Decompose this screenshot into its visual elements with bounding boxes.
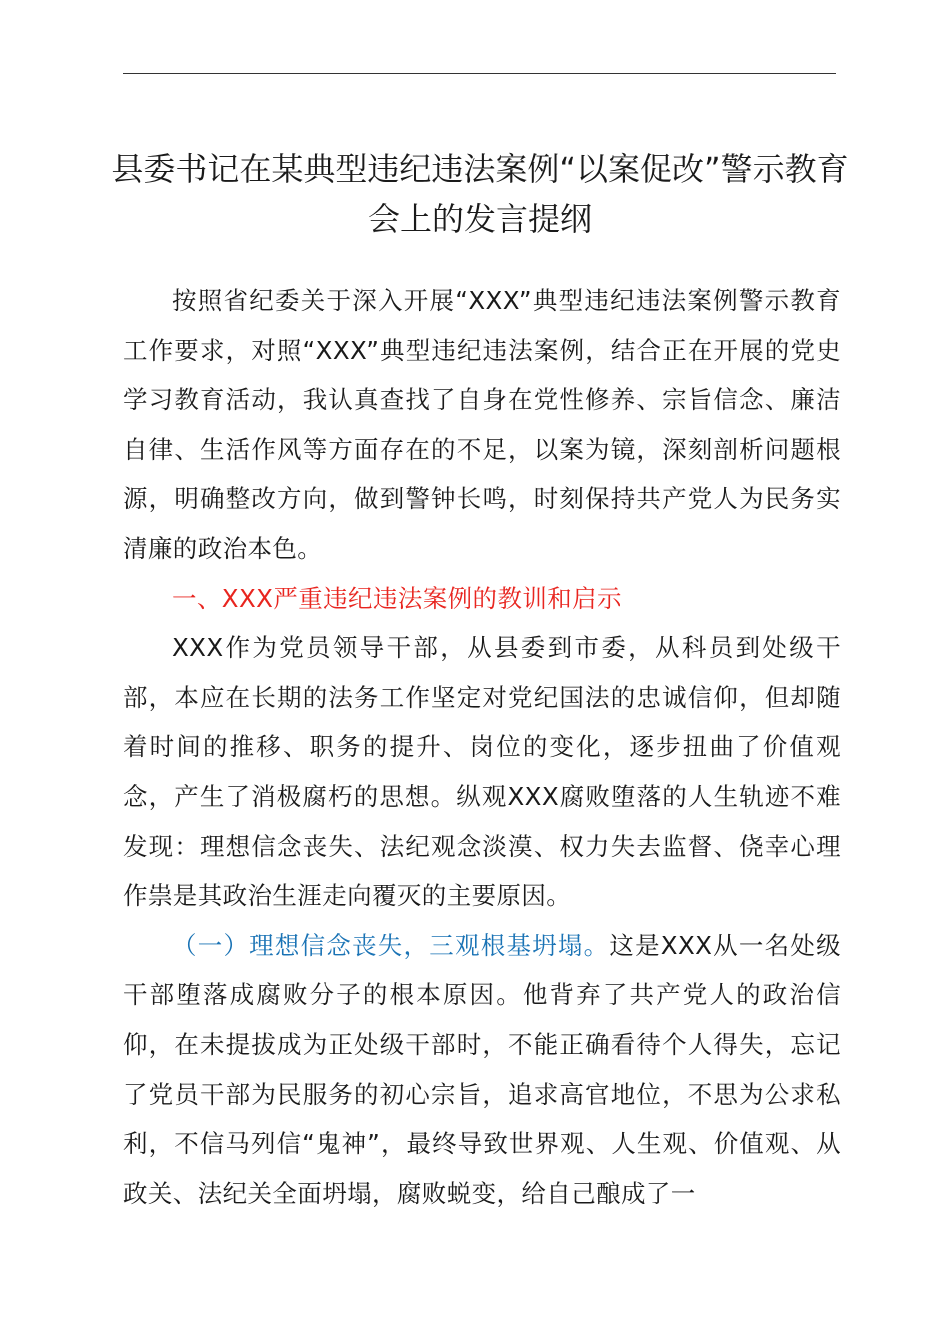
document-body bbox=[123, 276, 841, 1218]
subsection-body: 这是XXX从一名处级干部堕落成腐败分子的根本原因。他背弃了共产党人的政治信仰，在未提拔成为正处级干部时，不能正确看待个人得失，忘记了党员干部为民服务的初心宗旨，追求高官地位，不思为公求私利，不信马列信“鬼神”，最终导致世界观、人生观、价值观、从政关、法纪关全面坍塌，腐败蜕变，给自己酿成了一 bbox=[123, 930, 841, 1208]
header-rule bbox=[123, 73, 836, 74]
section-heading: 一、XXX严重违纪违法案例的教训和启示 bbox=[172, 583, 622, 613]
intro-paragraph: 按照省纪委关于深入开展“XXX”典型违纪违法案例警示教育工作要求，对照“XXX”典型违纪违法案例，结合正在开展的党史学习教育活动，我认真查找了自身在党性修养、宗旨信念、廉洁自律、生活作风等方面存在的不足，以案为镜，深刻剖析问题根源，明确整改方向，做到警钟长鸣，时刻保持共产党人为民务实清廉的政治本色。 bbox=[123, 286, 841, 563]
subsection-paragraph bbox=[123, 921, 841, 1219]
subsection-heading: （一）理想信念丧失，三观根基坍塌。 bbox=[172, 930, 610, 960]
section-paragraph: XXX作为党员领导干部，从县委到市委，从科员到处级干部，本应在长期的法务工作坚定对党纪国法的忠诚信仰，但却随着时间的推移、职务的提升、岗位的变化，逐步扭曲了价值观念，产生了消极腐朽的思想。纵观XXX腐败堕落的人生轨迹不难发现：理想信念丧失、法纪观念淡漠、权力失去监督、侥幸心理作祟是其政治生涯走向覆灭的主要原因。 bbox=[123, 633, 841, 911]
document-title: 县委书记在某典型违纪违法案例“以案促改”警示教育会上的发言提纲 bbox=[111, 150, 849, 238]
